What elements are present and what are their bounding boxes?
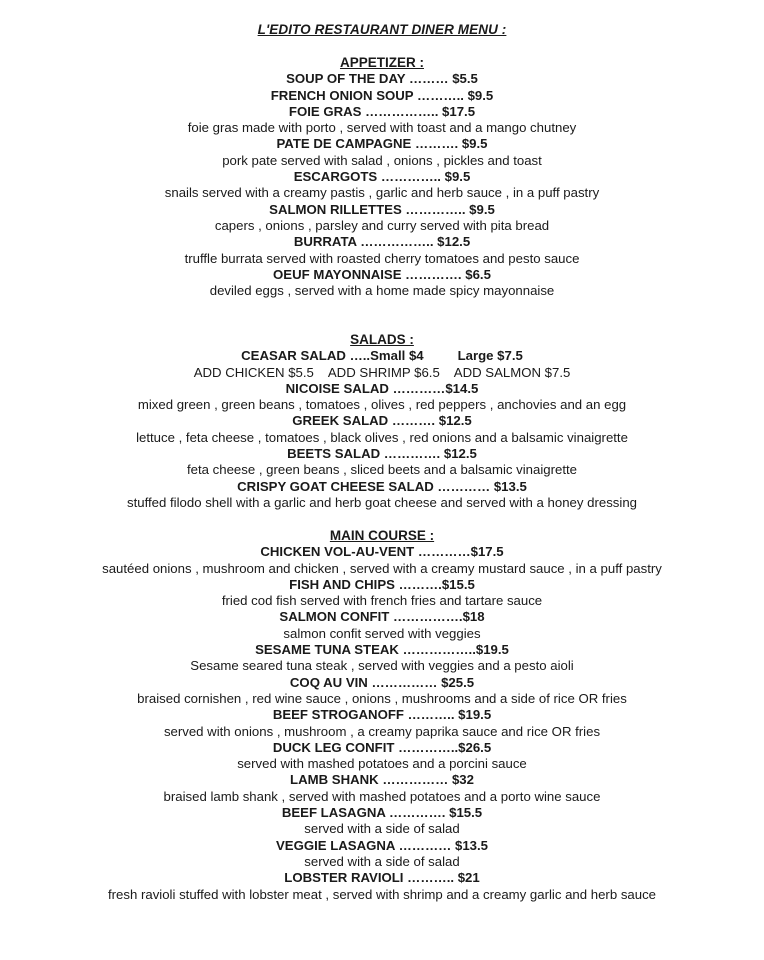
menu-item-name: SOUP OF THE DAY ……… $5.5 [286, 71, 478, 87]
main-course-heading: MAIN COURSE : [329, 528, 435, 543]
menu-item-description: capers , onions , parsley and curry served with pita bread [214, 217, 550, 233]
menu-item-name: PATE DE CAMPAGNE ………. $9.5 [276, 136, 488, 152]
menu-item-description: served with mashed potatoes and a porcini sauce [237, 756, 527, 772]
menu-item-name: FRENCH ONION SOUP ……….. $9.5 [270, 87, 494, 103]
menu-item-description: served with a side of salad [304, 853, 460, 869]
menu-item-description: braised cornishen , red wine sauce , onions , mushrooms and a side of rice OR fries [137, 690, 627, 706]
addon-chicken: ADD CHICKEN $5.5 [193, 364, 314, 380]
menu-item-description: stuffed filodo shell with a garlic and herb goat cheese and served with a honey dressing [127, 494, 637, 510]
menu-item-description: fresh ravioli stuffed with lobster meat , served with shrimp and a creamy garlic and herb sauce [107, 886, 657, 902]
menu-item-name: BEEF STROGANOFF ……….. $19.5 [272, 707, 492, 723]
salad-addons-line [0, 365, 764, 381]
menu-item-description: sautéed onions , mushroom and chicken , served with a creamy mustard sauce , in a puff pastry [102, 560, 662, 576]
ceasar-small-price: CEASAR SALAD …..Small $4 [241, 348, 424, 364]
menu-item-name: SALMON CONFIT …………….$18 [279, 609, 485, 625]
salads-section [0, 332, 764, 511]
menu-item-description: lettuce , feta cheese , tomatoes , black olives , red onions and a balsamic vinaigrette [136, 429, 628, 445]
ceasar-salad-line [0, 348, 764, 364]
menu-item-name: LAMB SHANK …………… $32 [290, 772, 474, 788]
menu-item-description: salmon confit served with veggies [283, 625, 481, 641]
menu-item-description: fried cod fish served with french fries and tartare sauce [221, 593, 543, 609]
menu-item-description: truffle burrata served with roasted cherry tomatoes and pesto sauce [184, 250, 580, 266]
addon-salmon: ADD SALMON $7.5 [453, 364, 571, 380]
menu-item-name: CHICKEN VOL-AU-VENT …………$17.5 [260, 544, 504, 560]
menu-title: L'EDITO RESTAURANT DINER MENU : [257, 22, 507, 37]
ceasar-large-price: Large $7.5 [457, 348, 523, 364]
menu-item-description: feta cheese , green beans , sliced beets and a balsamic vinaigrette [186, 462, 577, 478]
menu-item-description: foie gras made with porto , served with toast and a mango chutney [187, 120, 577, 136]
menu-item-description: served with onions , mushroom , a creamy paprika sauce and rice OR fries [163, 723, 601, 739]
menu-item-name: FOIE GRAS …………….. $17.5 [288, 103, 476, 119]
menu-item-name: COQ AU VIN …………… $25.5 [289, 674, 475, 690]
menu-item-name: LOBSTER RAVIOLI ……….. $21 [284, 870, 480, 886]
appetizer-section [0, 55, 764, 299]
menu-item-description: snails served with a creamy pastis , garlic and herb sauce , in a puff pastry [164, 185, 600, 201]
main-course-section [0, 528, 764, 903]
addon-shrimp: ADD SHRIMP $6.5 [327, 364, 440, 380]
menu-item-name: SESAME TUNA STEAK ……………..$19.5 [255, 642, 509, 658]
menu-item-name: BURRATA …………….. $12.5 [293, 234, 471, 250]
salads-heading: SALADS : [350, 332, 414, 347]
menu-item-description: pork pate served with salad , onions , pickles and toast [222, 152, 542, 168]
menu-item-name: ESCARGOTS ………….. $9.5 [293, 169, 471, 185]
menu-item-name: SALMON RILLETTES ………….. $9.5 [269, 201, 495, 217]
menu-item-description: Sesame seared tuna steak , served with veggies and a pesto aioli [190, 658, 574, 674]
menu-item-name: GREEK SALAD ………. $12.5 [292, 413, 472, 429]
menu-item-name: BEETS SALAD …………. $12.5 [287, 446, 477, 462]
menu-item-name: VEGGIE LASAGNA ………… $13.5 [275, 837, 489, 853]
menu-item-name: BEEF LASAGNA …………. $15.5 [281, 805, 483, 821]
menu-item-name: DUCK LEG CONFIT …………..$26.5 [272, 739, 492, 755]
menu-item-name: CRISPY GOAT CHEESE SALAD ………… $13.5 [237, 478, 527, 494]
menu-item-name: FISH AND CHIPS ……….$15.5 [289, 576, 475, 592]
menu-item-description: served with a side of salad [304, 821, 460, 837]
appetizer-heading: APPETIZER : [339, 55, 424, 70]
menu-item-description: braised lamb shank , served with mashed potatoes and a porto wine sauce [163, 788, 601, 804]
menu-item-description: deviled eggs , served with a home made spicy mayonnaise [209, 283, 555, 299]
menu-item-description: mixed green , green beans , tomatoes , olives , red peppers , anchovies and an egg [137, 397, 627, 413]
menu-item-name: NICOISE SALAD …………$14.5 [285, 380, 479, 396]
menu-item-name: OEUF MAYONNAISE …………. $6.5 [273, 266, 491, 282]
